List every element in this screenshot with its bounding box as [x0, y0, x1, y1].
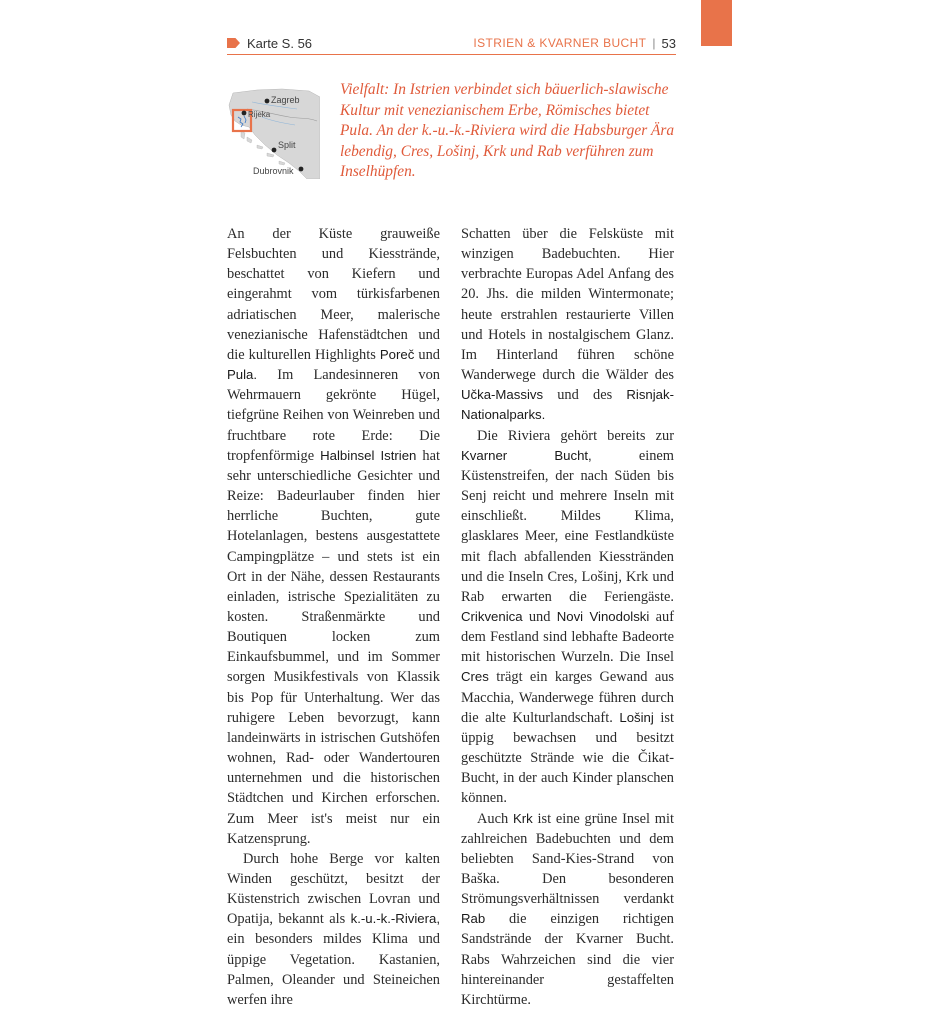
city-dot-zagreb — [265, 99, 270, 104]
text-column-left — [227, 224, 440, 1010]
text-run: einem Küstenstreifen, der nach Süden bis Senj reicht und mehrere Inseln mit einschließt. Mildes Klima, glasklares Meer, eine Festlandküste mit flach abfallenden Kiesstränden und die Inseln Cres, Lošinj, Krk und Rab erwarten die Feriengäste. — [461, 447, 674, 605]
map-label-zagreb: Zagreb — [271, 95, 300, 105]
map-reference-label: Karte S. 56 — [247, 35, 313, 51]
page-header — [227, 34, 676, 55]
header-separator: | — [652, 36, 656, 50]
chapter-title: ISTRIEN & KVARNER BUCHT — [473, 36, 647, 50]
text-run: Schatten über die Felsküste mit winzigen Badebuchten. Hier verbrachte Europas Adel Anfang des 20. Jhs. die milden Wintermonate; heute erstrahlen restaurierte Villen und Hotels in nostalgischem Glanz. Im Hinterland führen schöne Wanderwege durch die Wälder des — [461, 226, 674, 384]
text-run: ein besonders mildes Klima und üppige Vegetation. Kastanien, Palmen, Oleander und Steineichen werfen ihre — [227, 931, 440, 1008]
highlight-crikvenica: Crikvenica — [461, 608, 523, 624]
map-label-split: Split — [278, 140, 296, 150]
city-dot-dubrovnik — [299, 167, 304, 172]
highlight-cres: Cres — [461, 669, 489, 685]
page-number: 53 — [661, 35, 676, 51]
paragraph-3 — [461, 224, 674, 426]
paragraph-1 — [227, 224, 440, 849]
locator-map — [227, 87, 320, 179]
text-run: und — [522, 608, 557, 625]
text-run: Im Landesinneren von Wehrmauern gekrönte Hügel, tiefgrüne Reihen von Weinreben und fruchtbare rote Erde: Die tropfenförmige — [227, 367, 440, 464]
map-label-rijeka: Rijeka — [248, 110, 271, 119]
text-run: Auch — [477, 810, 513, 827]
highlight-losinj: Lošinj — [619, 709, 654, 725]
city-dot-split — [272, 148, 277, 153]
highlight-porec: Poreč — [379, 346, 415, 362]
highlight-rab: Rab — [461, 911, 486, 927]
highlight-kuk-riviera: k.-u.-k.-Riviera, — [350, 911, 440, 927]
paragraph-5 — [461, 809, 674, 1010]
intro-teaser: Vielfalt: In Istrien verbindet sich bäuerlich-slawische Kultur mit venezianischem Erbe, Römisches bietet Pula. An der k.-u.-k.-Riviera wird die Habsburger Ära lebendig, Cres, Lošinj, Krk und Rab verführen zum Inselhüpfen. — [340, 81, 675, 180]
text-run: An der Küste grauweiße Felsbuchten und Kiesstrände, beschattet von Kiefern und eingerahmt vom türkisfarbenen adriatischen Meer, malerische venezianische Hafenstädtchen und die kulturellen Highlights — [227, 226, 440, 363]
text-run: und — [414, 346, 440, 363]
text-run: die einzigen richtigen Sandstrände der Kvarner Bucht. Rabs Wahrzeichen sind die vier hintereinander gestaffelten Kirchtürme. — [461, 911, 674, 1008]
paragraph-4 — [461, 426, 674, 809]
text-run: Die Riviera gehört bereits zur — [477, 427, 674, 444]
highlight-pula: Pula. — [227, 367, 258, 383]
highlight-halbinsel-istrien: Halbinsel Istrien — [320, 447, 417, 463]
text-run: ist eine grüne Insel mit zahlreichen Badebuchten und dem beliebten Sand-Kies-Strand von Baška. Den besonderen Strömungsverhältnissen verdankt — [461, 810, 674, 908]
text-run: ist üppig bewachsen und besitzt geschützte Strände wie die Čikat-Bucht, in der auch Kinder planschen können. — [461, 709, 674, 807]
map-reference[interactable] — [227, 34, 312, 52]
highlight-krk: Krk — [512, 810, 533, 826]
text-run: auf dem Festland sind lebhafte Badeorte mit historischen Wurzeln. Die Insel — [461, 608, 674, 666]
text-run: trägt ein karges Gewand aus Macchia, Wanderwege führen durch die alte Kulturlandschaft. — [461, 669, 674, 726]
chapter-tab-marker — [701, 0, 732, 46]
highlight-novi-vinodolski: Novi Vinodolski — [556, 608, 650, 624]
highlight-kvarner-bucht: Kvarner Bucht, — [461, 447, 592, 463]
text-column-right — [461, 224, 674, 1010]
highlight-ucka-massiv: Učka-Massivs — [461, 387, 544, 403]
text-run: Durch hohe Berge vor kalten Winden geschützt, besitzt der Küstenstrich zwischen Lovran und Opatija, bekannt als — [227, 850, 440, 928]
text-run: hat sehr unterschiedliche Gesichter und Reize: Badeurlauber finden hier herrliche Buchten, gute Hotelanlagen, bestens ausgestattete Campingplätze – und stets ist ein Ort in der Nähe, dessen Restaurants einladen, istrische Spezialitäten zu kosten. Straßenmärkte und Boutiquen locken zum Einkaufsbummel, und im Sommer sorgen Musikfestivals von Klassik bis Pop für Unterhaltung. Wer das ruhigere Leben bevorzugt, kann landeinwärts in istrischen Gutshöfen wohnen, Rad- oder Wandertouren unternehmen und die historischen Städtchen und Kirchen erforschen. Zum Meer ist's meist nur ein Katzensprung. — [227, 447, 440, 847]
text-run: und des — [543, 387, 627, 404]
paragraph-2 — [227, 849, 440, 1010]
map-label-dubrovnik: Dubrovnik — [253, 166, 294, 176]
running-head — [473, 34, 676, 52]
highlight-risnjak: Risnjak-Nationalparks. — [461, 387, 674, 423]
arrow-right-icon — [227, 38, 240, 48]
city-dot-rijeka — [242, 111, 247, 116]
